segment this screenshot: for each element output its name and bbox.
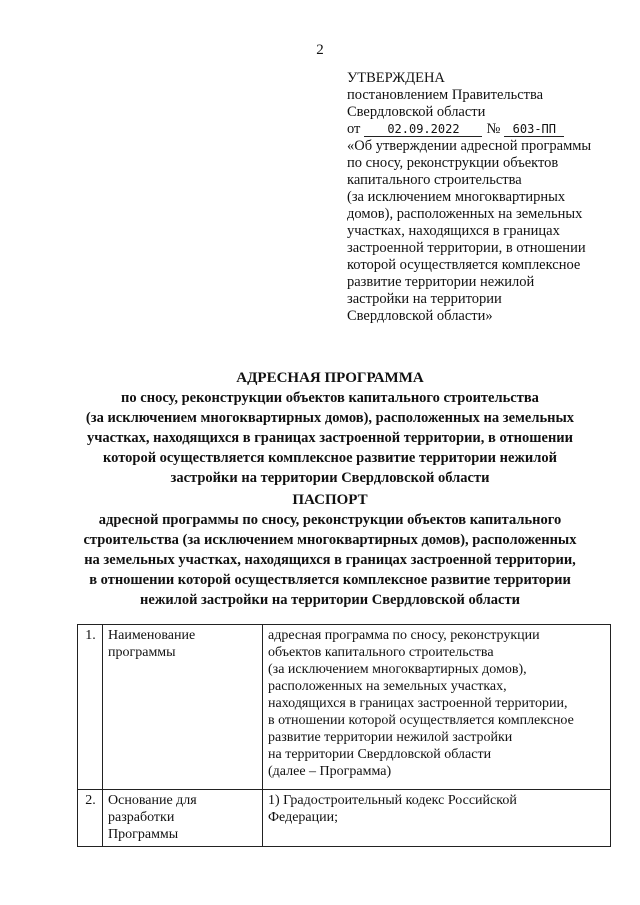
approval-subject-line: застройки на территории [347, 291, 502, 307]
row-name-line: Программы [108, 827, 179, 842]
passport-title-line: в отношении которой осуществляется комплексное развитие территории [89, 572, 571, 588]
row-value-line: расположенных на земельных участках, [268, 679, 507, 694]
approval-line: постановлением Правительства [347, 87, 544, 103]
row-value-line: в отношении которой осуществляется комплексное [268, 713, 574, 728]
approval-date-line [347, 121, 617, 138]
row-name-line: Основание для [108, 793, 197, 808]
row-value-line: находящихся в границах застроенной территории, [268, 696, 568, 711]
passport-title-line: строительства (за исключением многоквартирных домов), расположенных [83, 532, 577, 548]
approval-subject-line: участках, находящихся в границах [347, 223, 560, 239]
passport-heading: ПАСПОРТ [292, 492, 368, 508]
row-value-line: Федерации; [268, 810, 339, 825]
program-title [70, 368, 590, 488]
row-name [103, 625, 263, 790]
passport-title-line: нежилой застройки на территории Свердловской области [140, 592, 520, 608]
row-name-line: разработки [108, 810, 175, 825]
row-number: 1. [78, 625, 103, 790]
row-name-line: программы [108, 645, 176, 660]
table-row [78, 790, 611, 847]
row-name [103, 790, 263, 847]
page-number: 2 [316, 42, 324, 58]
approval-subject-line: капитального строительства [347, 172, 522, 188]
row-value [263, 790, 611, 847]
passport-title-line: адресной программы по сносу, реконструкции объектов капитального [98, 512, 562, 528]
approval-heading: УТВЕРЖДЕНА [347, 70, 445, 86]
approval-line: Свердловской области [347, 104, 486, 120]
approval-subject-line: застроенной территории, в отношении [347, 240, 586, 256]
approval-date: 02.09.2022 [364, 122, 482, 137]
number-prefix: № [486, 121, 501, 137]
row-value-line: (за исключением многоквартирных домов), [268, 662, 527, 677]
approval-subject-line: которой осуществляется комплексное [347, 257, 581, 273]
passport-table [77, 624, 611, 847]
program-title-line: (за исключением многоквартирных домов), расположенных на земельных [85, 410, 575, 426]
row-value-line: объектов капитального строительства [268, 645, 494, 660]
approval-subject-line: по сносу, реконструкции объектов [347, 155, 559, 171]
approval-block [347, 70, 617, 325]
table-row [78, 625, 611, 790]
passport-title [70, 490, 590, 610]
row-value-line: развитие территории нежилой застройки [268, 730, 513, 745]
program-title-line: участках, находящихся в границах застроенной территории, в отношении [86, 430, 574, 446]
row-name-line: Наименование [108, 628, 196, 643]
row-value-line: на территории Свердловской области [268, 747, 492, 762]
row-value [263, 625, 611, 790]
program-title-line: которой осуществляется комплексное развитие территории нежилой [102, 450, 558, 466]
approval-subject-line: (за исключением многоквартирных [347, 189, 566, 205]
approval-subject-line: развитие территории нежилой [347, 274, 535, 290]
row-number: 2. [78, 790, 103, 847]
approval-subject-line: «Об утверждении адресной программы [347, 138, 592, 154]
program-title-line: застройки на территории Свердловской области [170, 470, 490, 486]
approval-subject-line: домов), расположенных на земельных [347, 206, 583, 222]
passport-title-line: на земельных участках, находящихся в границах застроенной территории, [84, 552, 576, 568]
program-title-line: по сносу, реконструкции объектов капитального строительства [121, 390, 539, 406]
approval-subject-line: Свердловской области» [347, 308, 493, 324]
row-value-line: (далее – Программа) [268, 764, 392, 779]
row-value-line: 1) Градостроительный кодекс Российской [268, 793, 517, 808]
program-heading: АДРЕСНАЯ ПРОГРАММА [236, 370, 424, 386]
row-value-line: адресная программа по сносу, реконструкции [268, 628, 540, 643]
date-prefix: от [347, 121, 361, 137]
approval-number: 603-ПП [504, 122, 564, 137]
